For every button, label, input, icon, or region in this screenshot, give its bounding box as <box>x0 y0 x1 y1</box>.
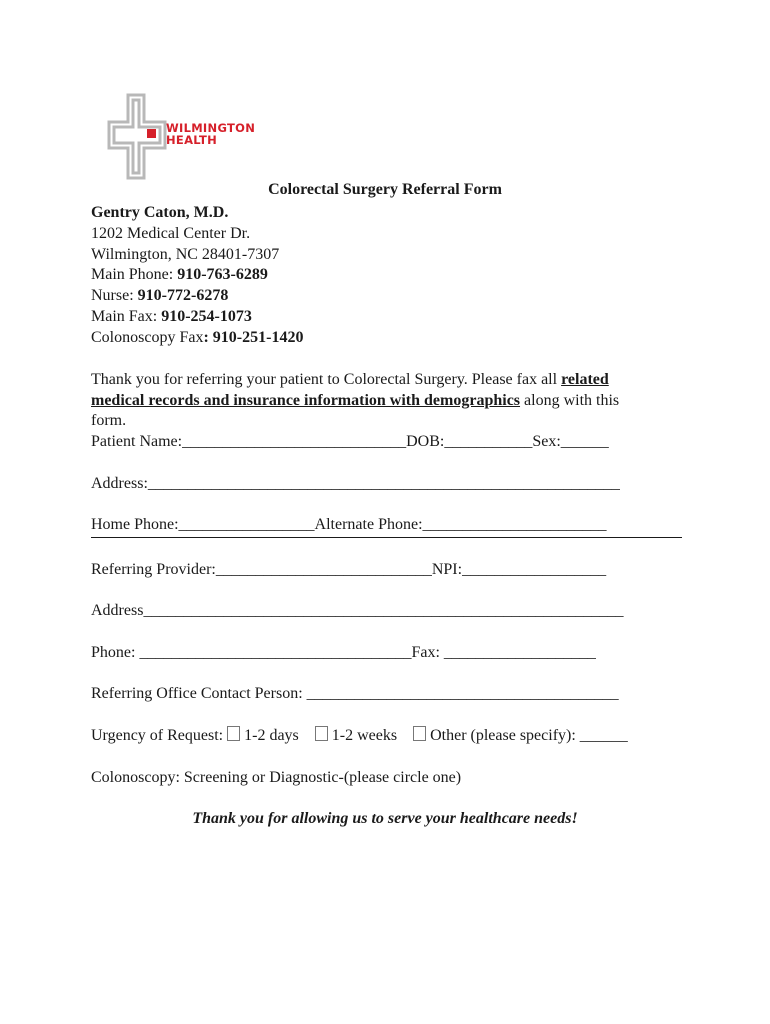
address-field[interactable]: Address:___________________________________________________________ <box>91 475 620 492</box>
intro-line-1 <box>91 370 609 390</box>
colonoscopy-fax-value: 910-251-1420 <box>208 329 304 346</box>
colonoscopy-line[interactable]: Colonoscopy: Screening or Diagnostic-(please circle one) <box>91 769 462 786</box>
nurse-label: Nurse: <box>91 287 138 304</box>
closing-message: Thank you for allowing us to serve your healthcare needs! <box>192 810 578 827</box>
colonoscopy-fax-line <box>91 328 303 348</box>
main-fax-line <box>91 307 252 327</box>
checkbox-1-2-days[interactable] <box>227 726 240 741</box>
checkbox-other[interactable] <box>413 726 426 741</box>
urgency-label: Urgency of Request: <box>91 727 228 744</box>
main-phone-value: 910-763-6289 <box>177 266 268 283</box>
colonoscopy-fax-colon: : <box>203 329 209 346</box>
urgency-option-1: 1-2 days <box>244 727 299 744</box>
patient-name-field[interactable]: Patient Name:____________________________DOB:___________Sex:______ <box>91 433 609 450</box>
form-title: Colorectal Surgery Referral Form <box>268 181 502 198</box>
wilmington-health-logo <box>106 92 276 182</box>
intro-line-2 <box>91 391 619 411</box>
referring-provider-field[interactable]: Referring Provider:___________________________NPI:__________________ <box>91 561 607 578</box>
intro-bold-2: medical records and insurance information with demographics <box>91 392 521 409</box>
nurse-value: 910-772-6278 <box>137 287 229 304</box>
checkbox-1-2-weeks[interactable] <box>315 726 328 741</box>
doctor-name: Gentry Caton, M.D. <box>91 204 229 221</box>
urgency-option-3[interactable]: Other (please specify): ______ <box>430 727 628 744</box>
intro-text-2: along with this <box>520 392 620 409</box>
logo-line-2: HEALTH <box>166 133 218 147</box>
intro-line-3: form. <box>91 412 127 429</box>
doctor-address-1: 1202 Medical Center Dr. <box>91 225 251 242</box>
nurse-line <box>91 286 228 306</box>
intro-text-1: Thank you for referring your patient to Colorectal Surgery. Please fax all <box>91 371 562 388</box>
section-divider <box>91 537 682 538</box>
main-phone-line <box>91 265 268 285</box>
referring-phone-field[interactable]: Phone: __________________________________Fax: ___________________ <box>91 644 596 661</box>
home-phone-field[interactable]: Home Phone:_________________Alternate Phone:_______________________ <box>91 516 607 533</box>
medical-cross-icon <box>106 92 168 182</box>
urgency-line <box>91 726 628 746</box>
logo-line-1: WILMINGTON <box>166 121 256 135</box>
contact-person-field[interactable]: Referring Office Contact Person: _______________________________________ <box>91 685 619 702</box>
urgency-option-2: 1-2 weeks <box>331 727 398 744</box>
main-fax-label: Main Fax: <box>91 308 162 325</box>
main-fax-value: 910-254-1073 <box>161 308 252 325</box>
colonoscopy-fax-label: Colonoscopy Fax <box>91 329 204 346</box>
intro-bold-1: related <box>561 371 609 388</box>
main-phone-label: Main Phone: <box>91 266 178 283</box>
referring-address-field[interactable]: Address____________________________________________________________ <box>91 602 624 619</box>
doctor-address-2: Wilmington, NC 28401-7307 <box>91 246 280 263</box>
logo-text <box>166 122 255 146</box>
